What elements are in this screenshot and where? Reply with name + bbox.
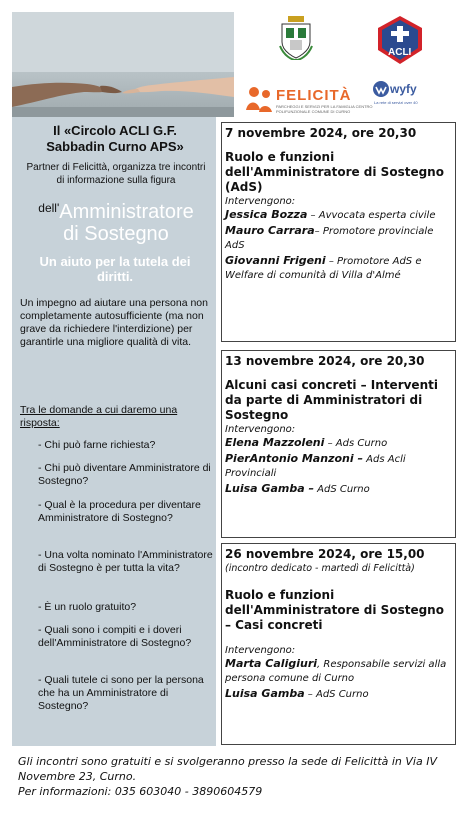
event-subtitle: (incontro dedicato - martedì di Felicittà) — [225, 563, 415, 574]
event-card-1 — [221, 122, 456, 342]
organizer-title — [20, 123, 210, 155]
partner-text: Partner di Felicittà, organizza tre incontri di informazione sulla figura — [26, 162, 206, 186]
speaker — [225, 452, 452, 481]
question-item: - Chi può diventare Amministratore di Sostegno? — [38, 462, 211, 487]
logos-area — [240, 12, 454, 117]
event-card-3 — [221, 543, 456, 745]
curno-crest-logo — [278, 16, 314, 60]
speaker-name: Elena Mazzoleni — [225, 436, 325, 449]
speakers-label: Intervengono: — [225, 645, 296, 656]
speaker-name: Jessica Bozza — [225, 208, 308, 221]
speaker-role: – AdS Curno — [304, 689, 369, 700]
tagline: Un aiuto per la tutela dei diritti. — [39, 254, 191, 284]
hands-photo — [12, 12, 234, 117]
speaker-role: – Avvocata esperta civile — [307, 210, 436, 221]
felicita-logo — [242, 82, 373, 116]
question-item: - Chi può farne richiesta? — [38, 439, 156, 451]
footer — [18, 754, 454, 799]
felicita-logo-subtitle: PARCHEGGI E SERVIZI PER LA FAMIGLIA CENTRO POLIFUNZIONALE COMUNE DI CURNO — [276, 104, 373, 114]
speaker-role: – Promotore provinciale AdS — [225, 226, 434, 251]
wyfy-logo-subtitle: La rete di servizi over 40 — [374, 100, 418, 105]
questions-heading: Tra le domande a cui daremo una risposta: — [20, 404, 178, 429]
event-date: 7 novembre 2024, ore 20,30 — [225, 126, 417, 140]
title-prefix: dell' — [38, 201, 60, 215]
question-item: - È un ruolo gratuito? — [38, 601, 137, 613]
question-item: - Qual è la procedura per diventare Amministratore di Sostegno? — [38, 499, 201, 524]
speakers-label: Intervengono: — [225, 196, 296, 207]
event-date: 13 novembre 2024, ore 20,30 — [225, 354, 425, 368]
question-item: - Quali tutele ci sono per la persona che ha un Amministratore di Sostegno? — [38, 674, 204, 712]
organizer-line-1: Il «Circolo ACLI G.F. — [53, 123, 177, 138]
question-item: - Una volta nominato l'Amministratore di Sostegno è per tutta la vita? — [38, 549, 213, 574]
main-title — [18, 201, 214, 245]
speaker — [225, 657, 452, 686]
organizer-line-2: Sabbadin Curno APS» — [46, 139, 184, 154]
speaker — [225, 254, 452, 283]
speaker — [225, 208, 452, 223]
info-panel — [12, 117, 216, 746]
speaker-name: PierAntonio Manzoni – — [225, 452, 363, 465]
speaker — [225, 436, 452, 451]
event-topic: Ruolo e funzioni dell'Amministratore di Sostegno – Casi concreti — [225, 588, 444, 632]
speaker-name: Mauro Carrara — [225, 224, 315, 237]
speaker-name: Luisa Gamba — [225, 687, 305, 700]
speaker-role: , Responsabile servizi alla persona comune di Curno — [225, 659, 447, 684]
speaker-role: – Promotore AdS e Welfare di comunità di Villa d'Almé — [225, 256, 422, 281]
event-date: 26 novembre 2024, ore 15,00 — [225, 547, 425, 561]
title-line-2: di Sostegno — [63, 223, 169, 245]
footer-contacts: Per informazioni: 035 603040 - 3890604579 — [18, 785, 263, 798]
question-item: - Quali sono i compiti e i doveri dell'Amministratore di Sostegno? — [38, 624, 192, 649]
speakers-label: Intervengono: — [225, 424, 296, 435]
speaker — [225, 687, 452, 702]
event-card-2 — [221, 350, 456, 538]
acli-logo-text: ACLI — [388, 47, 412, 58]
wyfy-logo-name: wyfy — [390, 82, 417, 96]
title-line-1: Amministratore — [59, 201, 194, 223]
speaker-role: Ads Acli Provinciali — [225, 454, 406, 479]
speaker-name: Marta Caligiuri — [225, 657, 318, 670]
acli-logo — [374, 14, 426, 66]
speaker-name: Luisa Gamba – — [225, 482, 314, 495]
speaker — [225, 482, 452, 497]
intro-text: Un impegno ad aiutare una persona non completamente autosufficiente (ma non grave da richiedere l'interdizione) per garantirle una migliore qualità di vita. — [20, 297, 208, 348]
speaker-role: AdS Curno — [313, 484, 370, 495]
footer-venue: Gli incontri sono gratuiti e si svolgeranno presso la sede di Felicittà in Via IV Novembre 23, Curno. — [18, 755, 437, 783]
speaker-role: – Ads Curno — [324, 438, 388, 449]
event-topic: Alcuni casi concreti – Interventi da parte di Amministratori di Sostegno — [225, 378, 438, 422]
felicita-logo-name: FELICITÀ — [276, 87, 352, 104]
event-topic: Ruolo e funzioni dell'Amministratore di Sostegno (AdS) — [225, 150, 444, 194]
speaker — [225, 224, 452, 253]
wyfy-logo — [370, 78, 432, 114]
speaker-name: Giovanni Frigeni — [225, 254, 326, 267]
